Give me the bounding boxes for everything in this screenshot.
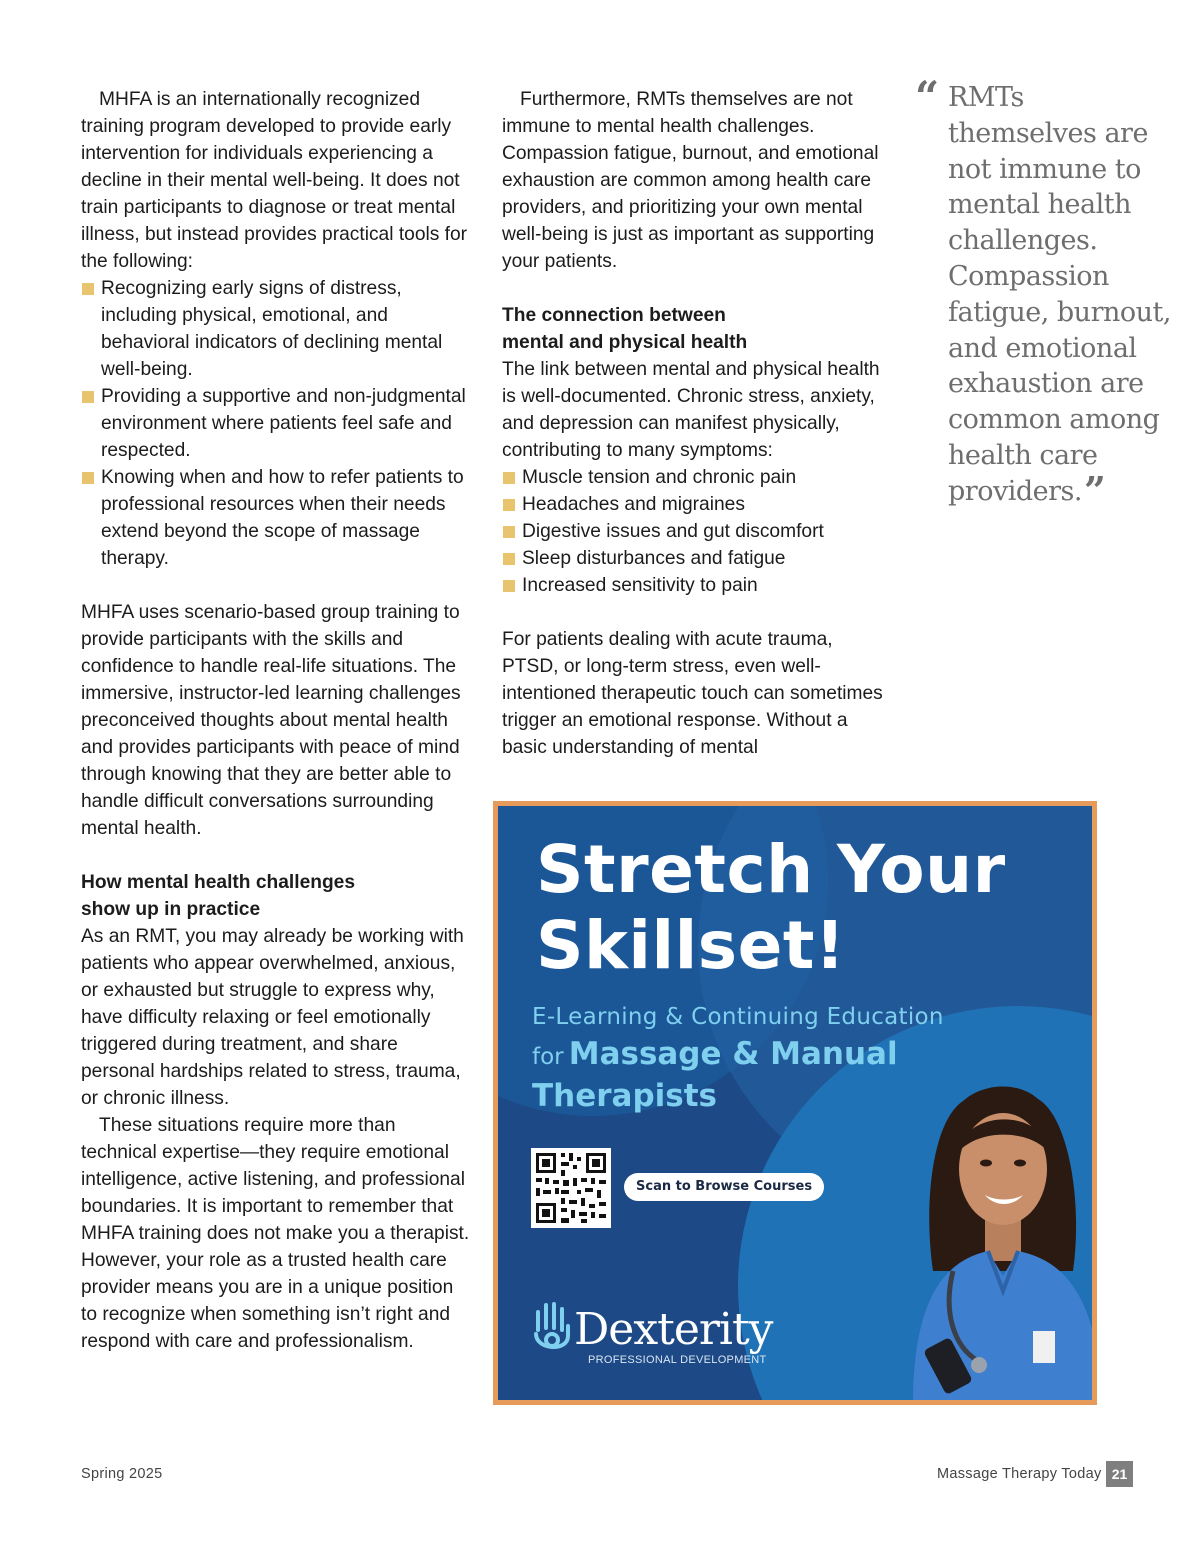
footer-publication: Massage Therapy Today	[937, 1466, 1102, 1482]
page-number: 21	[1106, 1461, 1133, 1487]
list-item: Increased sensitivity to pain	[502, 572, 894, 599]
article-column-1	[81, 86, 471, 1355]
advertisement[interactable]	[493, 801, 1097, 1405]
list-item: Digestive issues and gut discomfort	[502, 518, 894, 545]
subheading	[502, 302, 894, 356]
article-column-2	[502, 86, 894, 761]
subheading-line: The connection between	[502, 305, 726, 326]
hand-logo-icon	[532, 1300, 572, 1356]
qr-code[interactable]	[531, 1148, 611, 1228]
list-item: Recognizing early signs of distress, including physical, emotional, and behavioral indicators of declining mental well-being.	[81, 275, 471, 383]
paragraph: These situations require more than technical expertise—they require emotional intelligence, active listening, and professional boundaries. It is important to remember that MHFA training does not make you a therapist. However, your role as a trusted health care provider means you are in a unique position to recognize when something isn’t right and respond with care and professionalism.	[81, 1115, 470, 1352]
list-item: Muscle tension and chronic pain	[502, 464, 894, 491]
bullet-list	[502, 464, 894, 599]
paragraph: MHFA uses scenario-based group training to provide participants with the skills and confidence to handle real-life situations. The immersive, instructor-led learning challenges preconceived thoughts about mental health and provides participants with peace of mind through knowing that they are better able to handle difficult conversations surrounding mental health.	[81, 602, 461, 839]
ad-subtitle	[532, 1036, 898, 1072]
paragraph: As an RMT, you may already be working with patients who appear overwhelmed, anxious, or exhausted but struggle to express why, have difficulty relaxing or feel emotionally triggered during treatment, and share personal hardships related to stress, trauma, or chronic illness.	[81, 926, 464, 1109]
footer-issue: Spring 2025	[81, 1466, 163, 1482]
paragraph: Furthermore, RMTs themselves are not immune to mental health challenges. Compassion fatigue, burnout, and emotional exhaustion are common among health care providers, and prioritizing your own mental well-being is just as important as supporting your patients.	[502, 89, 879, 272]
pull-quote-text: RMTs themselves are not immune to mental health challenges. Compassion fatigue, burnout, and emotional exhaustion are common among health care providers.	[948, 82, 1171, 507]
list-item: Knowing when and how to refer patients to professional resources when their needs extend beyond the scope of massage therapy.	[81, 464, 471, 572]
subheading-line: mental and physical health	[502, 332, 748, 353]
paragraph: For patients dealing with acute trauma, PTSD, or long-term stress, even well-intentioned therapeutic touch can sometimes trigger an emotional response. Without a basic understanding of mental	[502, 629, 883, 758]
ad-headline	[536, 832, 1056, 984]
subheading-line: How mental health challenges	[81, 872, 356, 893]
bullet-list	[81, 275, 471, 572]
brand-tagline: PROFESSIONAL DEVELOPMENT	[588, 1354, 767, 1366]
ad-subtitle: E-Learning & Continuing Education	[532, 1004, 944, 1030]
paragraph: MHFA is an internationally recognized training program developed to provide early intervention for individuals experiencing a decline in their mental well-being. It does not train participants to diagnose or treat mental illness, but instead provides practical tools for the following:	[81, 89, 468, 272]
paragraph: The link between mental and physical health is well-documented. Chronic stress, anxiety, and depression can manifest physically, contributing to many symptoms:	[502, 359, 880, 461]
subheading	[81, 869, 471, 923]
ad-subtitle-for: for	[532, 1044, 564, 1070]
list-item: Headaches and migraines	[502, 491, 894, 518]
pull-quote	[915, 72, 1178, 513]
list-item: Sleep disturbances and fatigue	[502, 545, 894, 572]
ad-headline-line: Skillset!	[536, 907, 846, 984]
ad-subtitle-strong: Therapists	[532, 1078, 717, 1114]
ad-subtitle-strong: Massage & Manual	[568, 1036, 898, 1072]
list-item: Providing a supportive and non-judgmental environment where patients feel safe and respected.	[81, 383, 471, 464]
subheading-line: show up in practice	[81, 899, 261, 920]
brand-name: Dexterity	[574, 1304, 773, 1355]
ad-headline-line: Stretch Your	[536, 831, 1006, 908]
open-quote-mark: “	[915, 72, 939, 121]
close-quote-mark: ”	[1083, 467, 1106, 513]
therapist-photo	[893, 1061, 1097, 1405]
scan-courses-button[interactable]: Scan to Browse Courses	[624, 1173, 824, 1201]
